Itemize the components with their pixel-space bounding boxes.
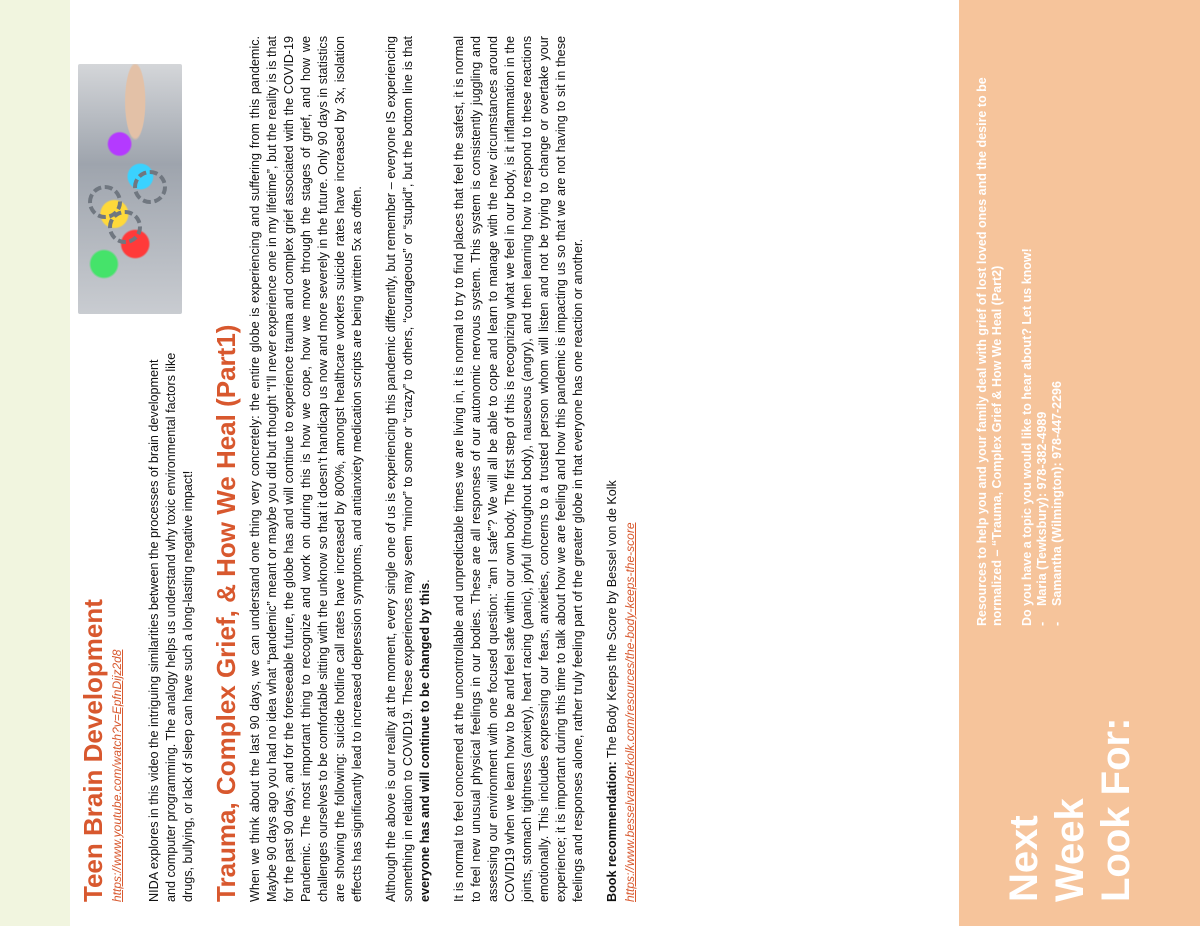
teen-brain-title: Teen Brain Development [78, 599, 108, 902]
book-link[interactable]: https://www.besselvanderkolk.com/resources/the-body-keeps-the-score [623, 522, 637, 902]
trauma-emphasis: everyone has and will continue to be changed by this [418, 582, 432, 902]
main-content [78, 36, 639, 902]
trauma-title: Trauma, Complex Grief, & How We Heal (Part1) [211, 324, 241, 902]
next-week-resources: Resources to help you and your family deal with grief of lost loved ones and the desire to be normalized – “Trauma, Complex Grief & How We Heal (Part2) [975, 77, 1004, 626]
contact-maria: - Maria (Tewksbury): 978-382-4989 [1035, 26, 1050, 606]
next-week-details [975, 26, 1065, 626]
trauma-paragraph-2: Although the above is our reality at the moment, every single one of us is experiencing this pandemic differently, but remember – everyone IS experiencing something in relation to COVID19. These experiences may seem “minor” to some or “crazy” to others, “courageous” or “stupid”, but the bottom line is that everyone has and will continue to be changed by this. [384, 36, 432, 902]
teen-brain-video-link[interactable]: https://www.youtube.com/watch?v=EpfnDijz2d8 [110, 649, 124, 902]
next-week-heading: Next Week Look For: [1002, 717, 1138, 902]
contact-samantha: - Samantha (Wilmington): 978-447-2296 [1050, 26, 1065, 606]
contact-list [1035, 26, 1065, 626]
book-recommendation-label: Book recommendation: [605, 761, 619, 902]
left-margin-strip [0, 0, 70, 926]
trauma-paragraph-1: When we think about the last 90 days, we can understand one thing very concretely: the entire globe is experiencing and suffering from this pandemic. Maybe 90 days ago you had no idea what “pandemic” meant or maybe you did but thought “I’ll never experience one in my lifetime”, but the reality is is that for the past 90 days, and for the foreseeable future, the globe has and will continue to experience trauma and complex grief associated with the COVID-19 Pandemic. The most important thing to recognize and work on during this is how we cope, how we move through the stages of grief, and how we challenges ourselves to be comfortable sitting with the unknow so that it doesn’t handicap us now and more severely in the future. Only 90 days in statistics are showing the following: suicide hotline call rates have increased by 800%, amongst healthcare workers suicide rates have increased by 3x, isolation effects has significantly lead to increased depression symptoms, and antianxiety medication scripts are being written 5x as often. [248, 36, 364, 902]
teen-brain-description: NIDA explores in this video the intriguing similarities between the processes of brain development and computer programming. The analogy helps us understand why toxic environmental factors like drugs, bullying, or lack of sleep can have such a long-lasting negative impact! [147, 352, 195, 902]
next-week-section [963, 0, 1200, 926]
topic-request: Do you have a topic you would like to hear about? Let us know! [1020, 248, 1034, 626]
trauma-paragraph-3: It is normal to feel concerned at the uncontrollable and unpredictable times we are living in, it is normal to try to find places that feel the safest, it is normal to feel new unusual physical feelings in our bodies. These are all responses of our autonomic nervous system. This system is consistently juggling and assessing our environment with one focused question: “am I safe”? We will all be able to cope and learn to manage with the new circumstances around COVID19 when we learn how to be and feel safe within our own body. The first step of this is recognizing what we feel in our body, is it inflammation in the joints, stomach tightness (anxiety), heart racing (panic), joyful (throughout body), nauseous (angry), and then learning how to respond to these reactions emotionally. This includes expressing our fears, anxieties, concerns to a trusted person whom will listen and not be trying to change or overtake your experience; it is important during this time to talk about how we are feeling and how this pandemic is impacting us so that we are not having to sit in these feelings and responses alone, rather truly feeling part of the greater globe in that everyone has one reaction or another. [452, 36, 585, 902]
book-recommendation: Book recommendation: The Body Keeps the Score by Bessel von de Kolk [605, 480, 619, 902]
rotated-page [70, 0, 1200, 926]
